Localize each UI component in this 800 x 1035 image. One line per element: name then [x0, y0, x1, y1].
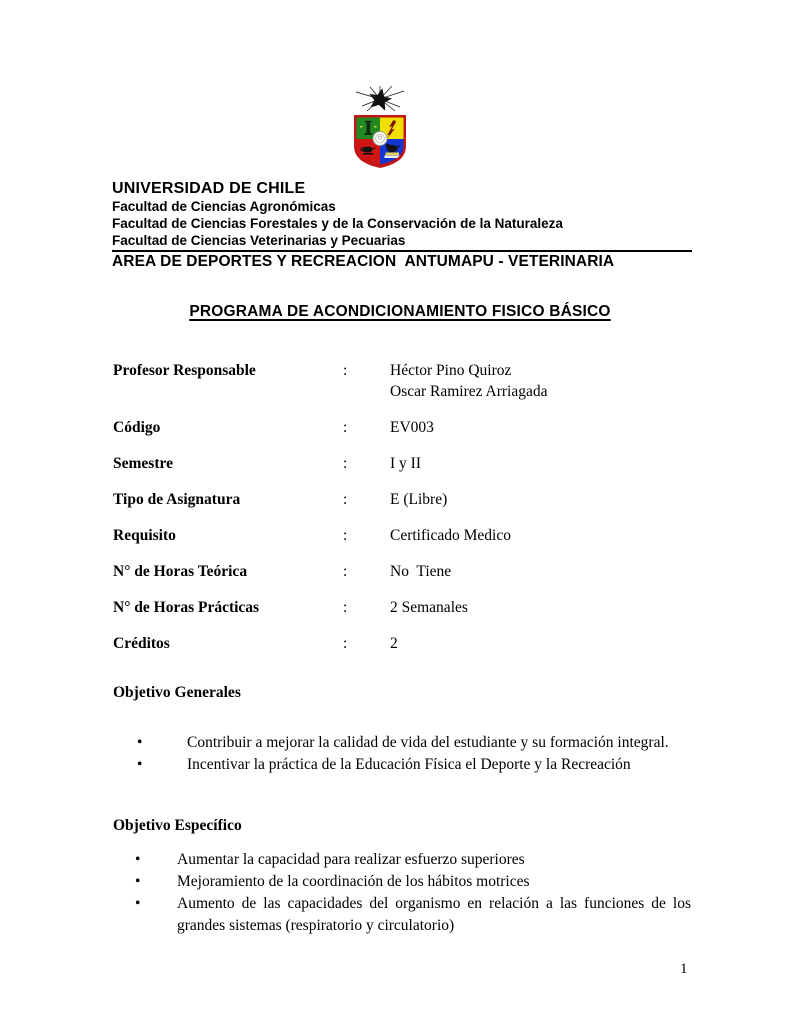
section-heading-objetivo-generales: Objetivo Generales	[113, 684, 241, 701]
field-label: Código	[113, 419, 161, 436]
field-separator: :	[343, 362, 348, 379]
field-row-horas-practicas	[113, 597, 693, 618]
field-label: Tipo de Asignatura	[113, 491, 241, 508]
bullet-icon: •	[135, 851, 141, 868]
university-crest-logo	[340, 86, 420, 170]
field-label: N° de Horas Prácticas	[113, 599, 260, 616]
list-item-text: Aumentar la capacidad para realizar esfuerzo superiores	[177, 851, 525, 868]
list-item	[113, 732, 691, 754]
department-area-line: AREA DE DEPORTES Y RECREACION ANTUMAPU - VETERINARIA	[112, 253, 615, 270]
field-separator: :	[343, 455, 348, 472]
field-value-2: Oscar Ramirez Arriagada	[390, 383, 548, 400]
field-label: Profesor Responsable	[113, 362, 256, 379]
field-value: Héctor Pino Quiroz	[390, 362, 512, 379]
bullet-icon: •	[135, 873, 141, 890]
objetivo-especifico-list	[113, 849, 691, 937]
field-label: Requisito	[113, 527, 176, 544]
document-title: PROGRAMA DE ACONDICIONAMIENTO FISICO BÁSICO	[189, 303, 611, 320]
faculty-line-2: Facultad de Ciencias Forestales y de la Conservación de la Naturaleza	[112, 216, 563, 231]
field-value: E (Libre)	[390, 491, 448, 508]
list-item	[113, 754, 691, 776]
field-row-semestre	[113, 453, 693, 474]
bullet-icon: •	[137, 756, 143, 773]
field-value: No Tiene	[390, 563, 452, 580]
letterhead	[112, 179, 692, 271]
field-separator: :	[343, 491, 348, 508]
objetivo-generales-list	[113, 732, 691, 776]
field-separator: :	[343, 599, 348, 616]
field-separator: :	[343, 635, 348, 652]
field-label: Créditos	[113, 635, 170, 652]
field-value-group	[390, 360, 548, 402]
course-info-fields	[113, 360, 693, 669]
list-item-text: Contribuir a mejorar la calidad de vida del estudiante y su formación integral.	[187, 734, 669, 751]
field-label: N° de Horas Teórica	[113, 563, 248, 580]
field-value: I y II	[390, 455, 421, 472]
field-row-horas-teorica	[113, 561, 693, 582]
field-value: EV003	[390, 419, 434, 436]
field-label: Semestre	[113, 455, 173, 472]
field-separator: :	[343, 419, 348, 436]
bullet-icon: •	[137, 734, 143, 751]
universidad-de-chile-crest-icon	[340, 86, 420, 170]
list-item	[113, 871, 691, 893]
page-number: 1	[680, 961, 688, 977]
section-heading-objetivo-especifico: Objetivo Específico	[113, 817, 242, 834]
field-row-tipo-asignatura	[113, 489, 693, 510]
list-item-text: Aumento de las capacidades del organismo en relación a las funciones de los grandes sistemas (respiratorio y circulatorio)	[177, 895, 691, 934]
list-item-text: Incentivar la práctica de la Educación Física el Deporte y la Recreación	[187, 756, 631, 773]
list-item	[113, 893, 691, 937]
field-separator: :	[343, 527, 348, 544]
list-item-text: Mejoramiento de la coordinación de los hábitos motrices	[177, 873, 530, 890]
bullet-icon: •	[135, 895, 141, 912]
faculty-line-1: Facultad de Ciencias Agronómicas	[112, 199, 336, 214]
field-separator: :	[343, 563, 348, 580]
field-row-requisito	[113, 525, 693, 546]
list-item	[113, 849, 691, 871]
university-name: UNIVERSIDAD DE CHILE	[112, 180, 306, 197]
faculty-line-3: Facultad de Ciencias Veterinarias y Pecuarias	[112, 233, 406, 248]
field-row-creditos	[113, 633, 693, 654]
field-value: Certificado Medico	[390, 527, 511, 544]
field-value: 2 Semanales	[390, 599, 468, 616]
field-row-codigo	[113, 417, 693, 438]
field-row-profesor	[113, 360, 693, 402]
field-value: 2	[390, 635, 398, 652]
